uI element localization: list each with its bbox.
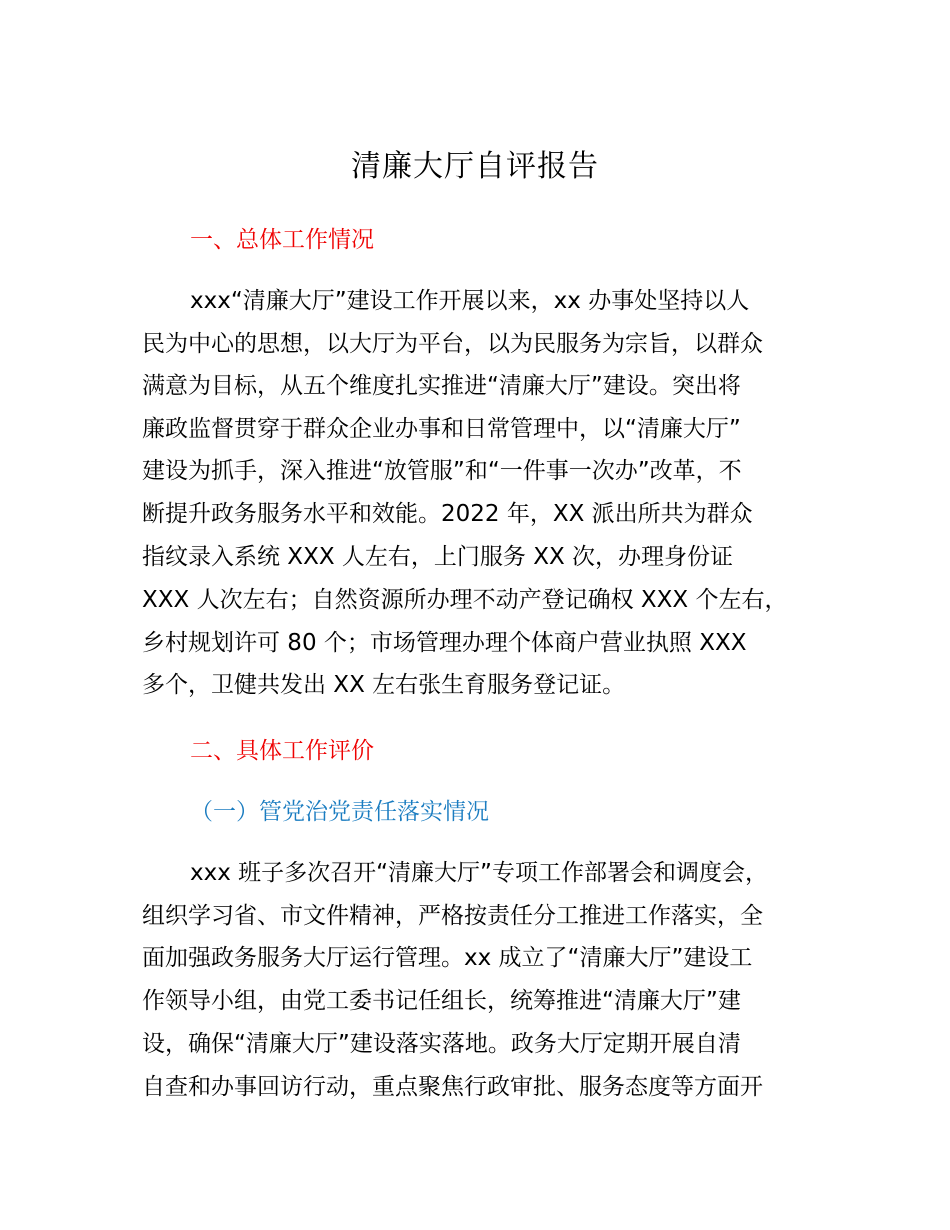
paragraph-line: 建设为抓手，深入推进“放管服”和“一件事一次办”改革，不 xyxy=(142,458,742,484)
paragraph-line: 民为中心的思想，以大厅为平台，以为民服务为宗旨，以群众 xyxy=(142,331,763,357)
paragraph-line: xxx“清廉大厅”建设工作开展以来，xx 办事处坚持以人 xyxy=(190,288,750,314)
paragraph-line: 廉政监督贯穿于群众企业办事和日常管理中，以“清廉大厅” xyxy=(142,416,741,442)
section-heading-evaluation: 二、具体工作评价 xyxy=(190,738,374,764)
paragraph-line: 作领导小组，由党工委书记任组长，统筹推进“清廉大厅”建 xyxy=(142,988,741,1014)
paragraph-line: 满意为目标，从五个维度扎实推进“清廉大厅”建设。突出将 xyxy=(142,373,741,399)
paragraph-line: 指纹录入系统 XXX 人左右，上门服务 XX 次，办理身份证 xyxy=(142,544,734,570)
subsection-heading-party-responsibility: （一）管党治党责任落实情况 xyxy=(190,799,489,825)
paragraph-line: 自查和办事回访行动，重点聚焦行政审批、服务态度等方面开 xyxy=(142,1074,763,1100)
paragraph-line: 多个，卫健共发出 XX 左右张生育服务登记证。 xyxy=(142,672,626,698)
paragraph-line: 设，确保“清廉大厅”建设落实落地。政务大厅定期开展自清 xyxy=(142,1031,741,1057)
document-title: 清廉大厅自评报告 xyxy=(351,149,599,184)
paragraph-line: 面加强政务服务大厅运行管理。xx 成立了“清廉大厅”建设工 xyxy=(142,945,753,971)
paragraph-line: xxx 班子多次召开“清廉大厅”专项工作部署会和调度会， xyxy=(190,860,768,886)
paragraph-line: 乡村规划许可 80 个；市场管理办理个体商户营业执照 XXX xyxy=(142,630,747,656)
paragraph-line: 断提升政务服务水平和效能。2022 年，XX 派出所共为群众 xyxy=(142,501,753,527)
paragraph-line: 组织学习省、市文件精神，严格按责任分工推进工作落实，全 xyxy=(142,903,763,929)
paragraph-line: XXX 人次左右；自然资源所办理不动产登记确权 XXX 个左右， xyxy=(142,587,788,613)
section-heading-overall: 一、总体工作情况 xyxy=(190,227,374,253)
